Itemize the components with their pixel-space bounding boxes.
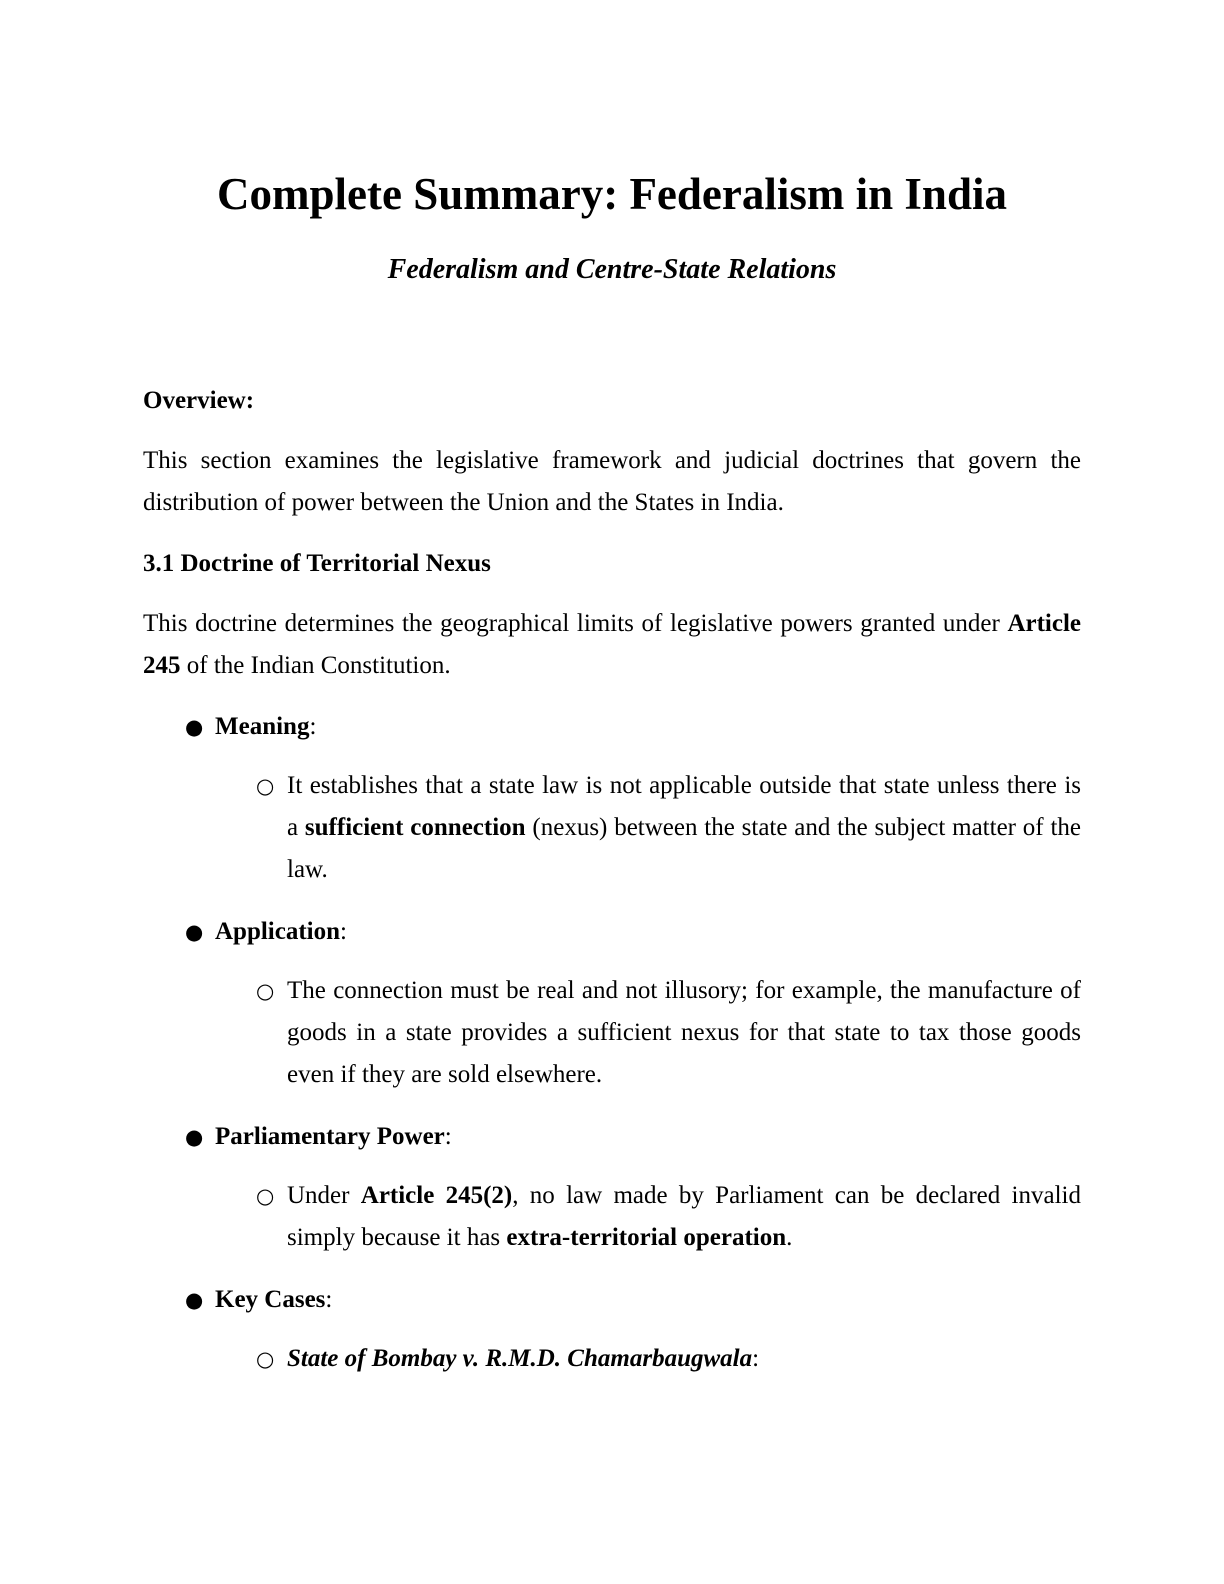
document-subtitle: Federalism and Centre-State Relations — [387, 254, 837, 285]
bullet-icon: ● — [185, 1125, 204, 1149]
text-run: : — [340, 918, 347, 945]
text-run: Key Cases — [215, 1286, 326, 1313]
text-run: of the Indian Constitution. — [180, 652, 451, 679]
list-item-text — [287, 1338, 1081, 1380]
list-item-text — [215, 911, 1081, 953]
text-run: It establishes that a state law is not applicable outside that state unless there is a — [287, 772, 1081, 841]
text-run: This section examines the legislative framework and judicial doctrines that govern the distribution of power between the Union and the States in India. — [143, 447, 1081, 516]
sub-bullet-parliamentary-power-detail — [143, 1175, 1081, 1259]
text-run: , no law made by Parliament can be declared invalid simply because it has — [287, 1182, 1081, 1251]
text-run: This doctrine determines the geographical limits of legislative powers granted under — [143, 610, 1008, 637]
list-item-text — [215, 1116, 1081, 1158]
text-run: extra-territorial operation — [506, 1224, 787, 1251]
text-run: : — [325, 1286, 333, 1313]
text-run: Meaning — [215, 713, 310, 740]
text-run: : — [752, 1345, 760, 1372]
bullet-key-cases — [143, 1279, 1081, 1321]
document-body — [143, 380, 1081, 1380]
text-run: Article 245 — [143, 610, 1081, 679]
text-run: : — [444, 1123, 452, 1150]
list-item-text — [215, 1279, 1081, 1321]
document-title: Complete Summary: Federalism in India — [217, 169, 1007, 219]
text-run: Overview: — [143, 387, 255, 414]
text-run: Parliamentary Power — [215, 1123, 445, 1150]
list-item-text — [215, 706, 1081, 748]
circle-bullet-icon: ○ — [256, 774, 275, 798]
text-run: sufficient connection — [304, 814, 526, 841]
text-run: . — [786, 1224, 793, 1251]
overview-paragraph — [143, 440, 1081, 524]
bullet-meaning — [143, 706, 1081, 748]
sub-bullet-application-detail — [143, 970, 1081, 1096]
text-run: 3.1 Doctrine of Territorial Nexus — [143, 550, 491, 577]
section-3-1-heading — [143, 543, 1081, 585]
text-run: The connection must be real and not illusory; for example, the manufacture of goods in a state provides a sufficient nexus for that state to tax those goods even if they are sold elsewhere. — [287, 977, 1081, 1088]
circle-bullet-icon: ○ — [256, 1347, 275, 1371]
text-run: (nexus) between the state and the subject matter of the law. — [287, 814, 1081, 883]
list-item-text — [287, 765, 1081, 891]
sub-bullet-meaning-detail — [143, 765, 1081, 891]
bullet-icon: ● — [185, 715, 204, 739]
overview-heading — [143, 380, 1081, 422]
text-run: Under — [287, 1182, 361, 1209]
doctrine-intro-paragraph — [143, 603, 1081, 687]
bullet-icon: ● — [185, 1288, 204, 1312]
list-item-text — [287, 970, 1081, 1096]
list-item-text — [287, 1175, 1081, 1259]
bullet-icon: ● — [185, 920, 204, 944]
bullet-parliamentary-power — [143, 1116, 1081, 1158]
text-run: Application — [215, 918, 341, 945]
circle-bullet-icon: ○ — [256, 1184, 275, 1208]
bullet-application — [143, 911, 1081, 953]
circle-bullet-icon: ○ — [256, 979, 275, 1003]
text-run: Article 245(2) — [360, 1182, 513, 1209]
text-run: : — [309, 713, 317, 740]
text-run: State of Bombay v. R.M.D. Chamarbaugwala — [287, 1345, 753, 1372]
sub-bullet-case-bombay-chamarbaugwala — [143, 1338, 1081, 1380]
